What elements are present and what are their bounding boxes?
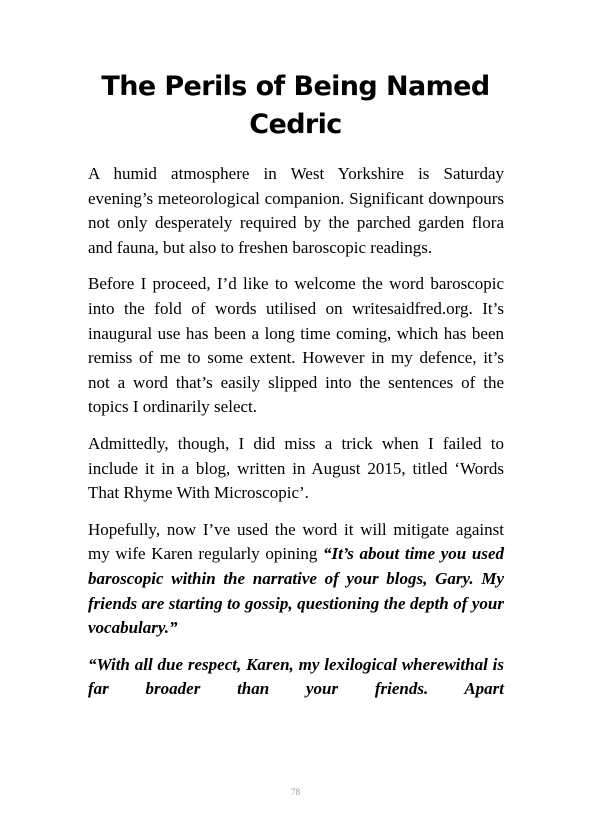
page-title: The Perils of Being Named Cedric bbox=[101, 71, 490, 140]
paragraph-2: Before I proceed, I’d like to welcome the word baroscopic into the fold of words utilised on writesaidfred.org. It’s inaugural use has been a long time coming, which has been remiss of me to some extent. However in my defence, it’s not a word that’s easily slipped into the sentences of the topics I ordinarily select. bbox=[88, 274, 504, 417]
paragraph-4 bbox=[88, 518, 504, 641]
page-number: 78 bbox=[291, 787, 300, 797]
paragraph-1: A humid atmosphere in West Yorkshire is Saturday evening’s meteorological companion. Significant downpours not only desperately required by the parched garden flora and fauna, but also to freshen baroscopic readings. bbox=[88, 164, 504, 257]
body-text bbox=[88, 162, 504, 702]
paragraph-4-quote: “It’s about time you used baroscopic within the narrative of your blogs, Gary. My friends are starting to gossip, questioning the depth of your vocabulary.” bbox=[88, 544, 504, 638]
paragraph-5-quote: “With all due respect, Karen, my lexilogical wherewithal is far broader than your friends. Apart bbox=[88, 654, 504, 699]
paragraph-4-text: Hopefully, now I’ve used the word it will mitigate against my wife Karen regularly opining bbox=[88, 519, 504, 564]
paragraph-3: Admittedly, though, I did miss a trick when I failed to include it in a blog, written in August 2015, titled ‘Words That Rhyme With Microscopic’. bbox=[88, 433, 504, 503]
